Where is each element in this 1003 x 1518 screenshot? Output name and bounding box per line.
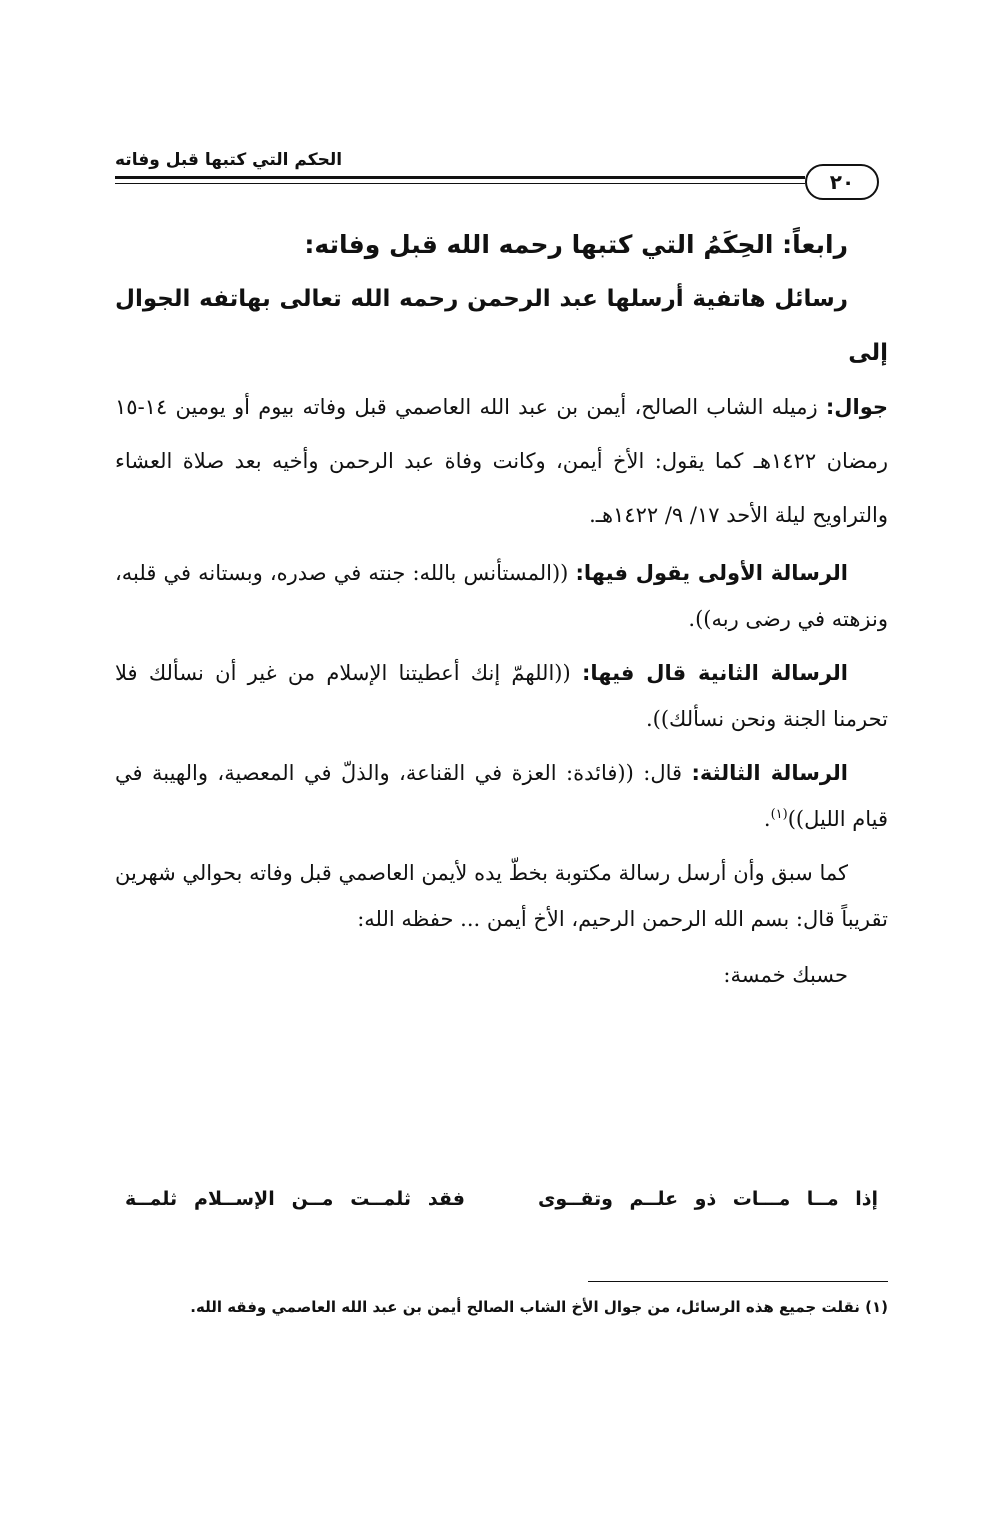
poem-verse bbox=[115, 1188, 888, 1228]
footnote: (١) نقلت جميع هذه الرسائل، من جوال الأخ الشاب الصالح أيمن بن عبد الله العاصمي وفقه الله. bbox=[190, 1298, 888, 1316]
intro-text: زميله الشاب الصالح، أيمن بن عبد الله العاصمي قبل وفاته بيوم أو يومين ١٤-١٥ رمضان ١٤٢٢هـ كما يقول: الأخ أيمن، وكانت وفاة عبد الرحمن وأخيه بعد صلاة العشاء والتراويح ليلة الأحد ١٧/ ٩/ ١٤٢٢هـ. bbox=[115, 395, 888, 527]
message-2-text: ((اللهمّ إنك أعطيتنا الإسلام من غير أن نسألك فلا تحرمنا الجنة ونحن نسألك)). bbox=[115, 661, 888, 731]
header-rule-thick bbox=[115, 176, 805, 179]
message-1-text: ((المستأنس بالله: جنته في صدره، وبستانه في قلبه، ونزهته في رضى ربه)). bbox=[115, 561, 888, 631]
footnote-ref: (١) bbox=[770, 807, 788, 822]
intro-first-line: رسائل هاتفية أرسلها عبد الرحمن رحمه الله تعالى بهاتفه الجوال إلى bbox=[115, 286, 888, 366]
closing-paragraph: كما سبق وأن أرسل رسالة مكتوبة بخطّ يده لأيمن العاصمي قبل وفاته بحوالي شهرين تقريباً قال: بسم الله الرحمن الرحيم، الأخ أيمن ... حفظه الله: bbox=[115, 861, 888, 931]
intro-paragraph bbox=[115, 380, 888, 542]
message-1 bbox=[115, 550, 888, 642]
page-number: ٢٠ bbox=[805, 164, 879, 200]
message-3 bbox=[115, 750, 888, 842]
message-2 bbox=[115, 650, 888, 742]
running-header bbox=[115, 148, 890, 198]
verse-second-hemistich: فقد ثلمــت مــن الإســلام ثلمــة bbox=[125, 1188, 465, 1210]
message-3-text: قال: ((فائدة: العزة في القناعة، والذلّ في المعصية، والهيبة في قيام الليل)) bbox=[115, 761, 888, 831]
verse-first-hemistich: إذا مــا مـــات ذو علــم وتقــوى bbox=[538, 1188, 878, 1210]
subheading: حسبك خمسة: bbox=[723, 963, 848, 987]
footnote-separator bbox=[588, 1281, 888, 1282]
message-3-label: الرسالة الثالثة: bbox=[691, 761, 849, 785]
message-1-label: الرسالة الأولى يقول فيها: bbox=[575, 561, 848, 585]
running-header-title: الحكم التي كتبها قبل وفاته bbox=[115, 150, 343, 170]
message-3-end: . bbox=[763, 807, 771, 831]
message-2-label: الرسالة الثانية قال فيها: bbox=[581, 661, 848, 685]
page-body bbox=[115, 218, 888, 1002]
section-heading: رابعاً: الحِكَمُ التي كتبها رحمه الله قبل وفاته: bbox=[304, 230, 848, 259]
header-rule-thin bbox=[115, 183, 805, 184]
intro-lead: جوال: bbox=[825, 395, 888, 419]
